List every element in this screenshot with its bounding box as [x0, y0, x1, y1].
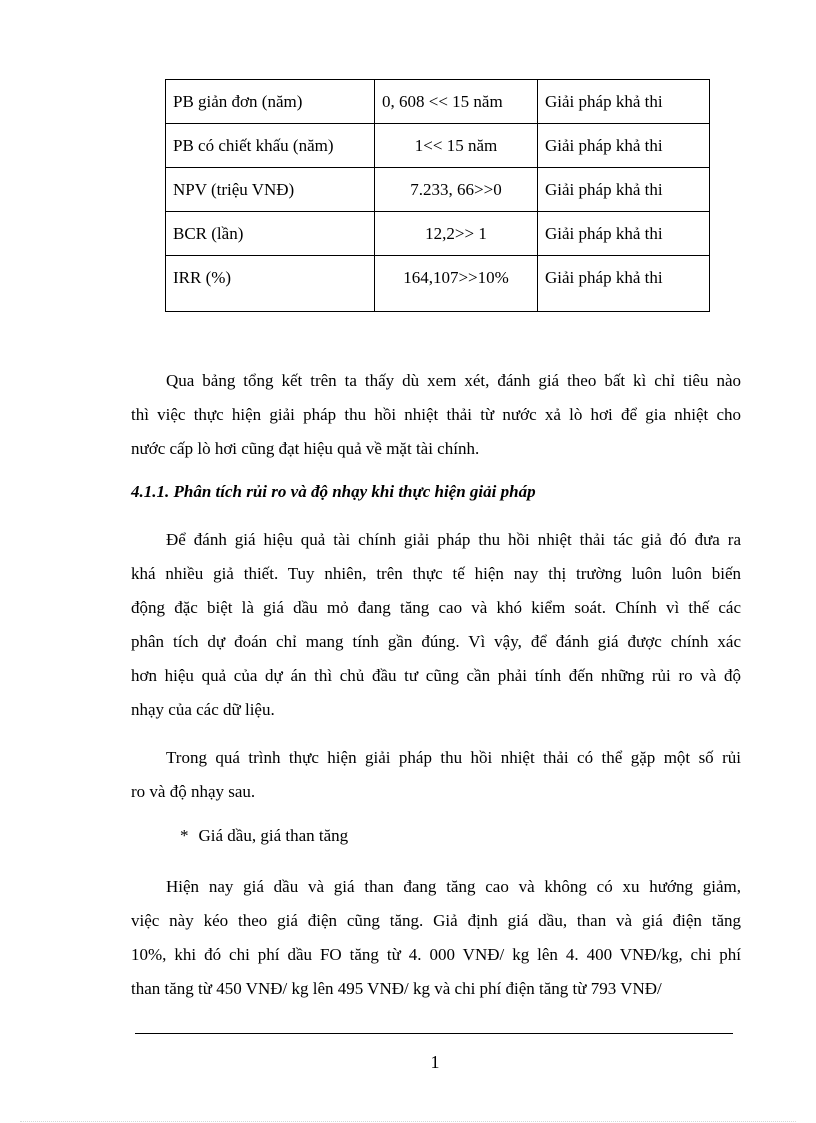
risk-intro-paragraph [131, 741, 741, 809]
assumptions-paragraph [131, 523, 741, 727]
text-line: việc này kéo theo giá điện cũng tăng. Giả định giá dầu, than và giá điện tăng [131, 911, 741, 930]
bullet-text: Giá dầu, giá than tăng [198, 826, 349, 845]
criterion-cell: NPV (triệu VNĐ) [166, 168, 375, 212]
footer-divider [135, 1033, 733, 1034]
table-row [166, 256, 710, 312]
value-cell: 0, 608 << 15 năm [375, 80, 538, 124]
text-line: thì việc thực hiện giải pháp thu hồi nhiệt thải từ nước xả lò hơi để gia nhiệt cho [131, 405, 741, 424]
text-line: Hiện nay giá dầu và giá than đang tăng cao và không có xu hướng giảm, [166, 877, 741, 896]
result-cell: Giải pháp khả thi [538, 168, 710, 212]
result-cell: Giải pháp khả thi [538, 124, 710, 168]
section-heading: 4.1.1. Phân tích rủi ro và độ nhạy khi thực hiện giải pháp [131, 482, 536, 501]
bullet-marker: * [180, 826, 189, 845]
page-number: 1 [430, 1052, 440, 1072]
value-cell: 7.233, 66>>0 [375, 168, 538, 212]
text-line: nhạy của các dữ liệu. [131, 700, 275, 719]
result-cell: Giải pháp khả thi [538, 212, 710, 256]
table-row [166, 168, 710, 212]
text-line: nước cấp lò hơi cũng đạt hiệu quả về mặt tài chính. [131, 439, 480, 458]
result-cell: Giải pháp khả thi [538, 256, 710, 312]
result-cell: Giải pháp khả thi [538, 80, 710, 124]
value-cell: 1<< 15 năm [375, 124, 538, 168]
price-paragraph [131, 870, 741, 1006]
text-line: Để đánh giá hiệu quả tài chính giải pháp thu hồi nhiệt thải tác giả đó đưa ra [166, 530, 741, 549]
text-line: phân tích dự đoán chỉ mang tính gần đúng. Vì vậy, để đánh giá được chính xác [131, 632, 741, 651]
text-line: Qua bảng tổng kết trên ta thấy dù xem xét, đánh giá theo bất kì chỉ tiêu nào [166, 371, 741, 390]
text-line: hơn hiệu quả của dự án thì chủ đầu tư cũng cần phải tính đến những rủi ro và độ [131, 666, 741, 685]
table-row [166, 212, 710, 256]
table-row [166, 80, 710, 124]
bullet-item [180, 826, 348, 846]
financial-summary-table [165, 79, 710, 312]
value-cell: 164,107>>10% [375, 256, 538, 312]
criterion-cell: IRR (%) [166, 256, 375, 312]
criterion-cell: PB có chiết khấu (năm) [166, 124, 375, 168]
text-line: động đặc biệt là giá dầu mỏ đang tăng cao và khó kiểm soát. Chính vì thế các [131, 598, 741, 617]
page-bottom-border [20, 1121, 796, 1122]
summary-paragraph [131, 364, 741, 466]
text-line: than tăng từ 450 VNĐ/ kg lên 495 VNĐ/ kg và chi phí điện tăng từ 793 VNĐ/ [131, 979, 662, 998]
criterion-cell: PB giản đơn (năm) [166, 80, 375, 124]
criterion-cell: BCR (lần) [166, 212, 375, 256]
text-line: ro và độ nhạy sau. [131, 782, 256, 801]
table-row [166, 124, 710, 168]
value-cell: 12,2>> 1 [375, 212, 538, 256]
text-line: Trong quá trình thực hiện giải pháp thu hồi nhiệt thải có thể gặp một số rủi [166, 748, 741, 767]
text-line: 10%, khi đó chi phí dầu FO tăng từ 4. 000 VNĐ/ kg lên 4. 400 VNĐ/kg, chi phí [131, 945, 741, 964]
text-line: khá nhiều giả thiết. Tuy nhiên, trên thực tế hiện nay thị trường luôn luôn biến [131, 564, 741, 583]
